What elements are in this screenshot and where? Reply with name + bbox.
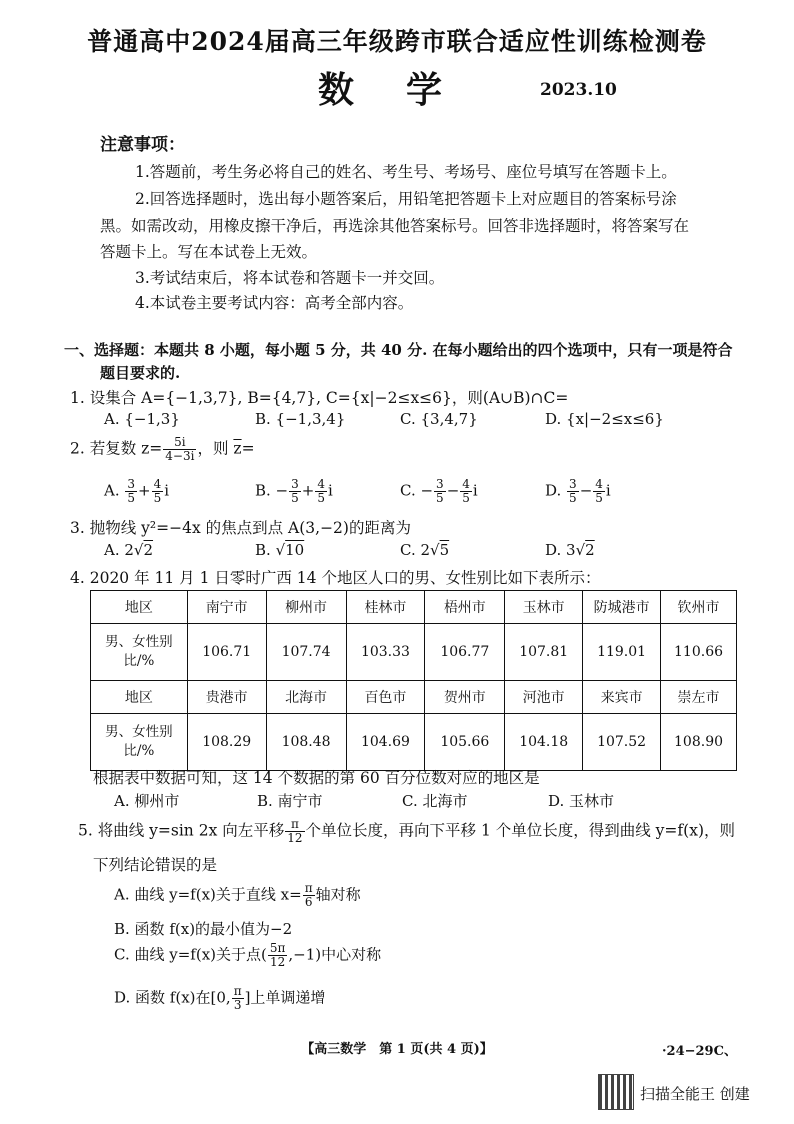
q2-option-c: C. − $\frac{3}{5}$ − $\frac{4}{5}$ i (400, 477, 478, 505)
region-cell: 贺州市 (425, 681, 505, 714)
notice-line-6: 4.本试卷主要考试内容：高考全部内容。 (135, 294, 414, 312)
value-cell: 103.33 (346, 624, 425, 681)
notice-line-4: 答题卡上。写在本试卷上无效。 (100, 243, 318, 261)
q5-option-c: C. 曲线 y=f(x)关于点( $\frac{5\pi}{12}$ ,−1)中心对称 (114, 941, 382, 969)
region-cell: 北海市 (266, 681, 346, 714)
value-cell: 108.48 (266, 714, 346, 771)
q5-option-b: B. 函数 f(x)的最小值为−2 (114, 920, 293, 938)
region-cell: 玉林市 (505, 591, 583, 624)
table-row (91, 624, 737, 681)
region-cell: 河池市 (505, 681, 583, 714)
q4-stem: 4. 2020 年 11 月 1 日零时广西 14 个地区人口的男、女性别比如下表所示： (70, 569, 601, 587)
region-cell: 钦州市 (661, 591, 737, 624)
table-row (91, 714, 737, 771)
value-cell: 107.74 (266, 624, 346, 681)
exam-code: ·24−29C、 (662, 1044, 737, 1059)
q1-option-a: A. {−1,3} (104, 410, 180, 428)
q4-option-d: D. 玉林市 (548, 792, 615, 810)
value-cell: 110.66 (661, 624, 737, 681)
q2-option-a: A. $\frac{3}{5}$ + $\frac{4}{5}$ i (104, 477, 170, 505)
q2-option-d: D. $\frac{3}{5}$ − $\frac{4}{5}$ i (545, 477, 611, 505)
region-cell: 桂林市 (346, 591, 425, 624)
region-cell: 来宾市 (583, 681, 661, 714)
exam-title: 普通高中2024届高三年级跨市联合适应性训练检测卷 (87, 27, 707, 56)
notice-line-3: 黑。如需改动，用橡皮擦干净后，再选涂其他答案标号。回答非选择题时，将答案写在 (100, 217, 690, 235)
q1-option-c: C. {3,4,7} (400, 410, 478, 428)
q4-option-b: B. 南宁市 (257, 792, 323, 810)
notice-line-1: 1.答题前，考生务必将自己的姓名、考生号、考场号、座位号填写在答题卡上。 (135, 163, 677, 181)
header-cell: 男、女性别 比/% (91, 714, 188, 771)
region-cell: 梧州市 (425, 591, 505, 624)
section-heading-cont: 题目要求的. (100, 364, 181, 382)
q1-stem: 1. 设集合 A={−1,3,7}, B={4,7}, C={x|−2≤x≤6}，则(A∪B)∩C= (70, 389, 569, 407)
q3-option-d: D. 3√2 (545, 541, 595, 559)
q2-stem: 2. 若复数 z= $\frac{5i}{4-3i}$ ，则 $\overline{z}=$ (70, 435, 255, 463)
header-cell: 地区 (91, 591, 188, 624)
region-cell: 柳州市 (266, 591, 346, 624)
q4-option-a: A. 柳州市 (114, 792, 180, 810)
page-footer: 【高三数学 第 1 页(共 4 页)】 (301, 1042, 493, 1057)
value-cell: 119.01 (583, 624, 661, 681)
q2-fraction: $\frac{5i}{4-3i}$ (165, 435, 195, 463)
table-row (91, 591, 737, 624)
region-cell: 百色市 (346, 681, 425, 714)
value-cell: 104.18 (505, 714, 583, 771)
value-cell: 107.81 (505, 624, 583, 681)
subject-title: 数学 (318, 69, 495, 111)
exam-date: 2023.10 (540, 80, 617, 100)
q5-option-d: D. 函数 f(x)在[0, $\frac{\pi}{3}$ ]上单调递增 (114, 984, 326, 1012)
q2-option-b: B. − $\frac{3}{5}$ + $\frac{4}{5}$ i (255, 477, 333, 505)
region-cell: 崇左市 (661, 681, 737, 714)
notice-heading: 注意事项： (100, 135, 185, 155)
q1-option-b: B. {−1,3,4} (255, 410, 346, 428)
notice-line-5: 3.考试结束后，将本试卷和答题卡一并交回。 (135, 269, 445, 287)
q1-option-d: D. {x|−2≤x≤6} (545, 410, 664, 428)
q5-stem: 5. 将曲线 y=sin 2x 向左平移 $\frac{\pi}{12}$ 个单位长度，再向下平移 1 个单位长度，得到曲线 y=f(x)，则 (78, 817, 735, 845)
q3-stem: 3. 抛物线 y²=−4x 的焦点到点 A(3,−2)的距离为 (70, 519, 411, 537)
q4-question: 根据表中数据可知，这 14 个数据的第 60 百分位数对应的地区是 (93, 769, 540, 787)
region-cell: 贵港市 (187, 681, 266, 714)
q4-option-c: C. 北海市 (402, 792, 468, 810)
section-heading: 一、选择题：本题共 8 小题，每小题 5 分，共 40 分. 在每小题给出的四个选项中，只有一项是符合 (64, 341, 733, 359)
q5-option-a: A. 曲线 y=f(x)关于直线 x= $\frac{\pi}{6}$ 轴对称 (114, 881, 361, 909)
value-cell: 106.71 (187, 624, 266, 681)
region-cell: 防城港市 (583, 591, 661, 624)
scanner-watermark: 扫描全能王 创建 (640, 1085, 750, 1103)
q5-stem-cont: 下列结论错误的是 (93, 856, 218, 874)
value-cell: 105.66 (425, 714, 505, 771)
value-cell: 106.77 (425, 624, 505, 681)
table-row (91, 681, 737, 714)
z-conjugate: $\overline{z}$ (233, 439, 242, 458)
sex-ratio-table (90, 590, 737, 771)
notice-line-2: 2.回答选择题时，选出每小题答案后，用铅笔把答题卡上对应题目的答案标号涂 (135, 190, 677, 208)
header-cell: 男、女性别 比/% (91, 624, 188, 681)
value-cell: 104.69 (346, 714, 425, 771)
header-cell: 地区 (91, 681, 188, 714)
q3-option-a: A. 2√2 (104, 541, 154, 559)
q3-option-b: B. √10 (255, 541, 305, 559)
value-cell: 107.52 (583, 714, 661, 771)
value-cell: 108.29 (187, 714, 266, 771)
region-cell: 南宁市 (187, 591, 266, 624)
value-cell: 108.90 (661, 714, 737, 771)
q3-option-c: C. 2√5 (400, 541, 450, 559)
qr-code-icon (598, 1074, 634, 1110)
